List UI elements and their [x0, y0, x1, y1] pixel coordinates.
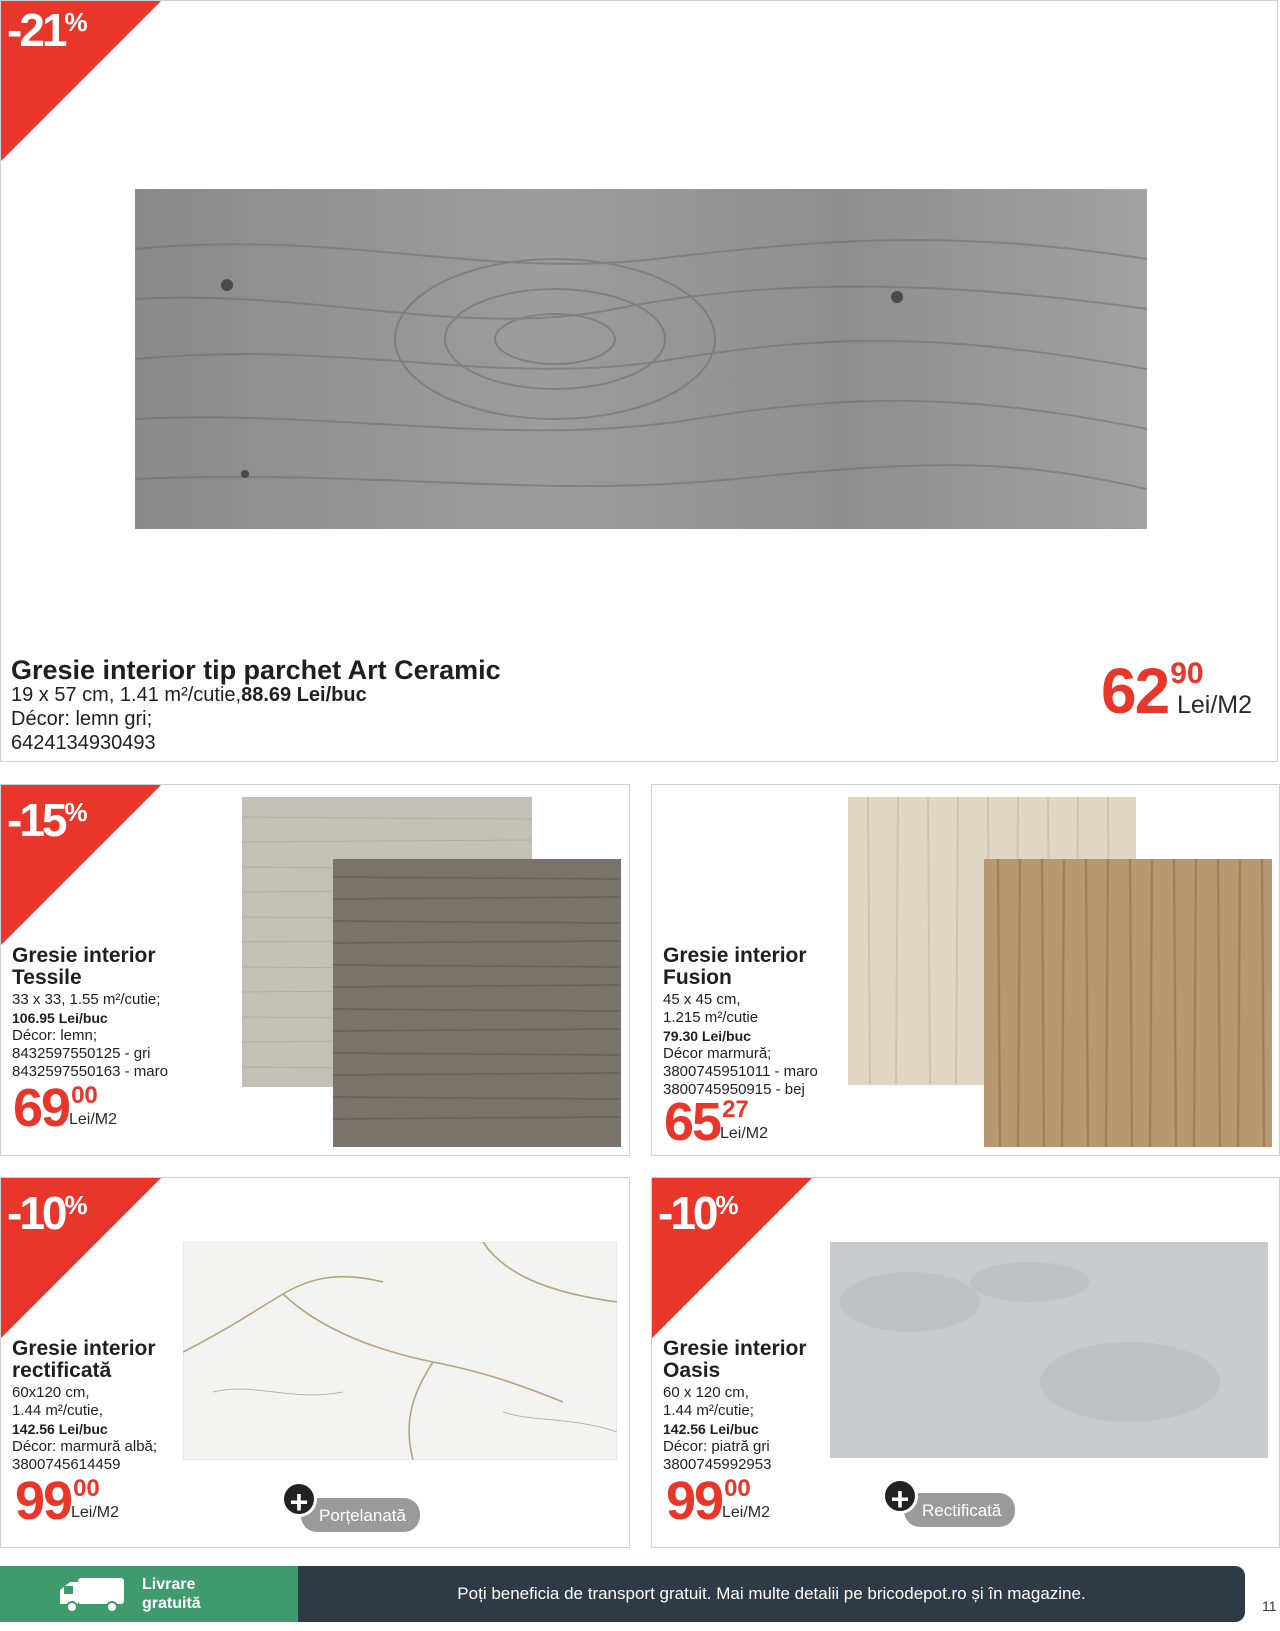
wood-knot [221, 279, 233, 291]
delivery-truck-icon [56, 1574, 128, 1614]
product-title: Gresie interior tip parchet Art Ceramic [11, 655, 501, 685]
product-specs: 60 x 120 cm, 1.44 m²/cutie; 142.56 Lei/buc Décor: piatră gri 3800745992953 [663, 1384, 772, 1473]
discount-badge-text: -21% [7, 4, 88, 56]
product-title: Gresie interior rectificată [12, 1337, 156, 1382]
wood-tile-image[interactable] [135, 189, 1147, 529]
tile-image-travertine[interactable] [984, 859, 1272, 1147]
discount-badge-text: -10% [7, 1187, 88, 1239]
price: 99 00 Lei/M2 [666, 1471, 771, 1531]
product-card-fusion[interactable] [651, 784, 1280, 1156]
delivery-banner[interactable] [0, 1566, 1245, 1622]
product-title: Gresie interior Tessile [12, 944, 156, 989]
product-card-oasis[interactable] [651, 1177, 1280, 1548]
delivery-label: Livrare gratuită [142, 1576, 201, 1612]
product-card-art-ceramic[interactable] [0, 0, 1278, 762]
plus-icon: + [882, 1478, 918, 1514]
product-specs: 33 x 33, 1.55 m²/cutie; 106.95 Lei/buc Décor: lemn; 8432597550125 - gri 8432597550163 - maro [12, 991, 168, 1080]
feature-tag: Porțelanată [301, 1498, 420, 1532]
delivery-badge [0, 1566, 298, 1622]
price: 65 27 Lei/M2 [664, 1092, 769, 1152]
price: 99 00 Lei/M2 [15, 1471, 120, 1531]
product-specs: 60x120 cm, 1.44 m²/cutie, 142.56 Lei/buc Décor: marmură albă; 3800745614459 [12, 1384, 158, 1473]
product-card-tessile[interactable] [0, 784, 630, 1156]
product-specs: 45 x 45 cm, 1.215 m²/cutie 79.30 Lei/buc Décor marmură; 3800745951011 - maro 3800745950915 - bej [663, 991, 818, 1098]
discount-badge-text: -10% [658, 1187, 739, 1239]
price: 62 90 Lei/M2 [1101, 655, 1253, 727]
tile-image-brown[interactable] [333, 859, 621, 1147]
discount-badge-text: -15% [7, 794, 88, 846]
price: 69 00 Lei/M2 [13, 1078, 118, 1138]
product-card-rectificata[interactable] [0, 1177, 630, 1548]
tile-image-concrete[interactable] [830, 1242, 1268, 1458]
page-number: 11 [1262, 1598, 1277, 1614]
plus-icon: + [281, 1481, 317, 1517]
product-title: Gresie interior Fusion [663, 944, 807, 989]
tile-image-marble[interactable] [183, 1242, 617, 1460]
delivery-message: Poți beneficia de transport gratuit. Mai multe detalii pe bricodepot.ro și în magazine. [457, 1584, 1086, 1603]
wood-knot [241, 470, 249, 478]
product-specs: 19 x 57 cm, 1.41 m²/cutie,88.69 Lei/buc Décor: lemn gri; 6424134930493 [11, 684, 367, 754]
feature-tag: Rectificată [904, 1493, 1015, 1527]
wood-knot [891, 291, 903, 303]
product-title: Gresie interior Oasis [663, 1337, 807, 1382]
